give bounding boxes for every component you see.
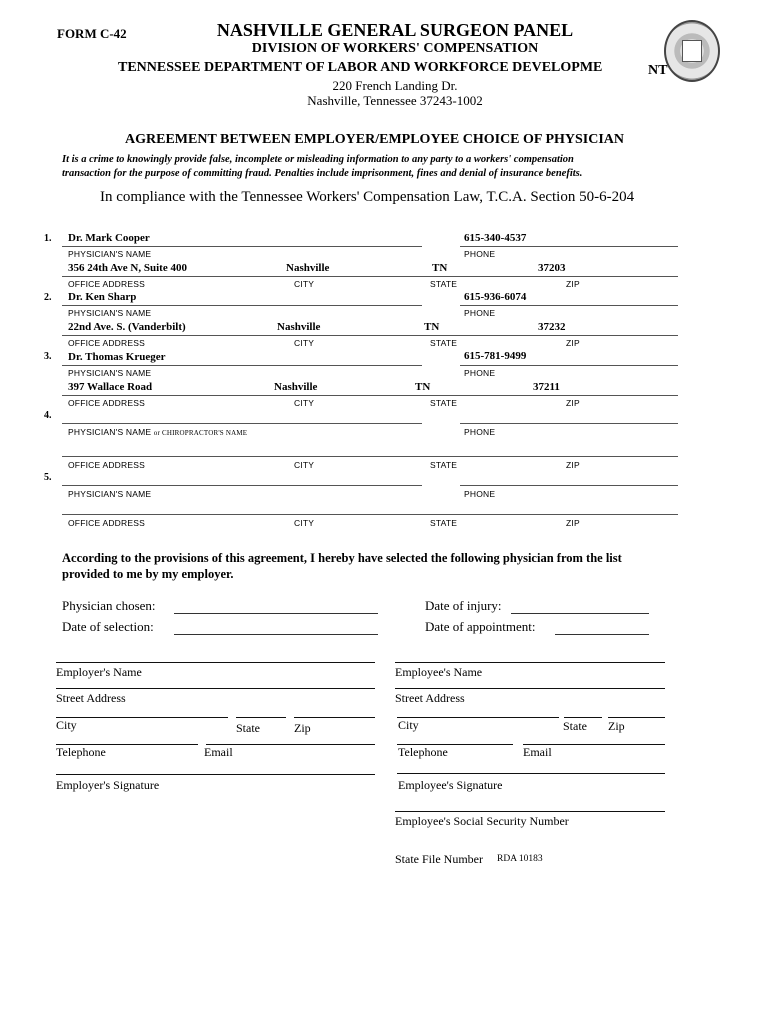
physician-chosen-input[interactable] <box>174 613 378 614</box>
office-address-label: OFFICE ADDRESS <box>68 279 145 289</box>
phone-label: PHONE <box>464 489 496 499</box>
state-value[interactable]: TN <box>415 381 431 393</box>
city-value[interactable]: Nashville <box>277 321 321 333</box>
employee-ssn-input[interactable] <box>395 811 665 812</box>
employee-city-input[interactable] <box>397 717 559 718</box>
physician-number: 2. <box>44 292 52 303</box>
physician-name-value[interactable]: Dr. Thomas Krueger <box>68 351 166 363</box>
office-address-label: OFFICE ADDRESS <box>68 398 145 408</box>
city-label: CITY <box>294 460 315 470</box>
office-address-label: OFFICE ADDRESS <box>68 518 145 528</box>
date-of-selection-label: Date of selection: <box>62 619 154 634</box>
address-line-2: Nashville, Tennessee 37243-1002 <box>307 93 483 108</box>
zip-value[interactable]: 37203 <box>538 262 566 274</box>
state-file-number-label: State File Number <box>395 852 483 866</box>
phone-label: PHONE <box>464 427 496 437</box>
employee-street-label: Street Address <box>395 691 465 705</box>
selection-statement-line-1: According to the provisions of this agreement, I hereby have selected the following physician from the list <box>62 551 622 565</box>
employee-name-label: Employee's Name <box>395 665 483 679</box>
employee-zip-label: Zip <box>608 719 625 733</box>
office-address-value[interactable]: 22nd Ave. S. (Vanderbilt) <box>68 321 186 333</box>
state-value[interactable]: TN <box>432 262 448 274</box>
selection-statement-line-2: provided to me by my employer. <box>62 567 234 581</box>
fraud-warning-line-1: It is a crime to knowingly provide false, incomplete or misleading information to any party to a workers' compensation <box>62 154 574 165</box>
employer-telephone-label: Telephone <box>56 745 106 759</box>
city-label: CITY <box>294 398 315 408</box>
physician-chiropractor-label <box>68 427 247 437</box>
state-label: STATE <box>430 518 458 528</box>
fraud-warning-line-2: transaction for the purpose of committing fraud. Penalties include imprisonment, fines and denial of insurance benefits. <box>62 168 583 179</box>
employer-zip-input[interactable] <box>294 717 375 718</box>
employee-ssn-label: Employee's Social Security Number <box>395 814 569 828</box>
city-label: CITY <box>294 518 315 528</box>
physician-name-label: PHYSICIAN'S NAME <box>68 427 152 437</box>
physician-phone-value[interactable]: 615-340-4537 <box>464 232 527 244</box>
state-label: STATE <box>430 398 458 408</box>
employee-state-input[interactable] <box>564 717 602 718</box>
state-label: STATE <box>430 279 458 289</box>
rda-number: RDA 10183 <box>497 854 543 864</box>
compliance-statement: In compliance with the Tennessee Workers' Compensation Law, T.C.A. Section 50-6-204 <box>100 189 635 205</box>
employee-street-input[interactable] <box>395 688 665 689</box>
employee-zip-input[interactable] <box>608 717 665 718</box>
employer-name-input[interactable] <box>56 662 375 663</box>
physician-phone-value[interactable]: 615-781-9499 <box>464 350 527 362</box>
employee-name-input[interactable] <box>395 662 665 663</box>
physician-number: 3. <box>44 351 52 362</box>
office-address-label: OFFICE ADDRESS <box>68 460 145 470</box>
state-label: STATE <box>430 460 458 470</box>
zip-label: ZIP <box>566 460 580 470</box>
physician-name-input[interactable] <box>62 485 422 486</box>
phone-label: PHONE <box>464 249 496 259</box>
employer-name-label: Employer's Name <box>56 665 142 679</box>
office-address-value[interactable]: 356 24th Ave N, Suite 400 <box>68 262 187 274</box>
zip-value[interactable]: 37232 <box>538 321 566 333</box>
physician-name-input[interactable] <box>62 423 422 424</box>
physician-phone-input[interactable] <box>460 423 678 424</box>
employer-zip-label: Zip <box>294 721 311 735</box>
physician-name-label: PHYSICIAN'S NAME <box>68 489 152 499</box>
zip-value[interactable]: 37211 <box>533 381 560 393</box>
employer-street-label: Street Address <box>56 691 126 705</box>
employee-email-label: Email <box>523 745 552 759</box>
date-of-selection-input[interactable] <box>174 634 378 635</box>
employee-signature-input[interactable] <box>397 773 665 774</box>
date-of-injury-label: Date of injury: <box>425 598 502 613</box>
state-value[interactable]: TN <box>424 321 440 333</box>
tennessee-state-seal-icon <box>664 20 720 82</box>
employee-signature-label: Employee's Signature <box>398 778 503 792</box>
physician-number: 4. <box>44 410 52 421</box>
zip-label: ZIP <box>566 398 580 408</box>
employer-street-input[interactable] <box>56 688 375 689</box>
employee-state-label: State <box>563 719 587 733</box>
employer-signature-label: Employer's Signature <box>56 778 160 792</box>
office-address-value[interactable]: 397 Wallace Road <box>68 381 153 393</box>
phone-label: PHONE <box>464 368 496 378</box>
form-number: FORM C-42 <box>57 26 127 41</box>
physician-phone-input[interactable] <box>460 485 678 486</box>
date-of-appointment-input[interactable] <box>555 634 649 635</box>
physician-name-label: PHYSICIAN'S NAME <box>68 368 152 378</box>
employer-city-label: City <box>56 718 77 732</box>
city-value[interactable]: Nashville <box>274 381 318 393</box>
chiropractor-name-label: or CHIROPRACTOR'S NAME <box>153 429 248 437</box>
physician-number: 1. <box>44 233 52 244</box>
office-address-input[interactable] <box>62 456 678 457</box>
physician-name-value[interactable]: Dr. Ken Sharp <box>68 291 137 303</box>
physician-name-label: PHYSICIAN'S NAME <box>68 249 152 259</box>
zip-label: ZIP <box>566 518 580 528</box>
department-name: TENNESSEE DEPARTMENT OF LABOR AND WORKFORCE DEVELOPME <box>118 60 603 75</box>
city-label: CITY <box>294 279 315 289</box>
physician-chosen-label: Physician chosen: <box>62 598 156 613</box>
physician-name-value[interactable]: Dr. Mark Cooper <box>68 232 150 244</box>
agreement-heading: AGREEMENT BETWEEN EMPLOYER/EMPLOYEE CHOICE OF PHYSICIAN <box>125 132 625 147</box>
physician-phone-value[interactable]: 615-936-6074 <box>464 291 527 303</box>
employee-telephone-label: Telephone <box>398 745 448 759</box>
form-title: NASHVILLE GENERAL SURGEON PANEL <box>216 20 574 40</box>
physician-number: 5. <box>44 472 52 483</box>
employer-state-label: State <box>236 721 260 735</box>
employer-state-input[interactable] <box>236 717 286 718</box>
department-name-tail: NT <box>648 63 668 78</box>
employer-signature-input[interactable] <box>56 774 375 775</box>
office-address-input[interactable] <box>62 514 678 515</box>
employer-email-label: Email <box>204 745 233 759</box>
date-of-appointment-label: Date of appointment: <box>425 619 536 634</box>
city-label: CITY <box>294 338 315 348</box>
employee-city-label: City <box>398 718 419 732</box>
physician-name-label: PHYSICIAN'S NAME <box>68 308 152 318</box>
zip-label: ZIP <box>566 279 580 289</box>
address-line-1: 220 French Landing Dr. <box>332 78 458 93</box>
state-label: STATE <box>430 338 458 348</box>
phone-label: PHONE <box>464 308 496 318</box>
employer-city-input[interactable] <box>56 717 228 718</box>
city-value[interactable]: Nashville <box>286 262 330 274</box>
division-name: DIVISION OF WORKERS' COMPENSATION <box>251 41 539 56</box>
zip-label: ZIP <box>566 338 580 348</box>
date-of-injury-input[interactable] <box>511 613 649 614</box>
office-address-label: OFFICE ADDRESS <box>68 338 145 348</box>
